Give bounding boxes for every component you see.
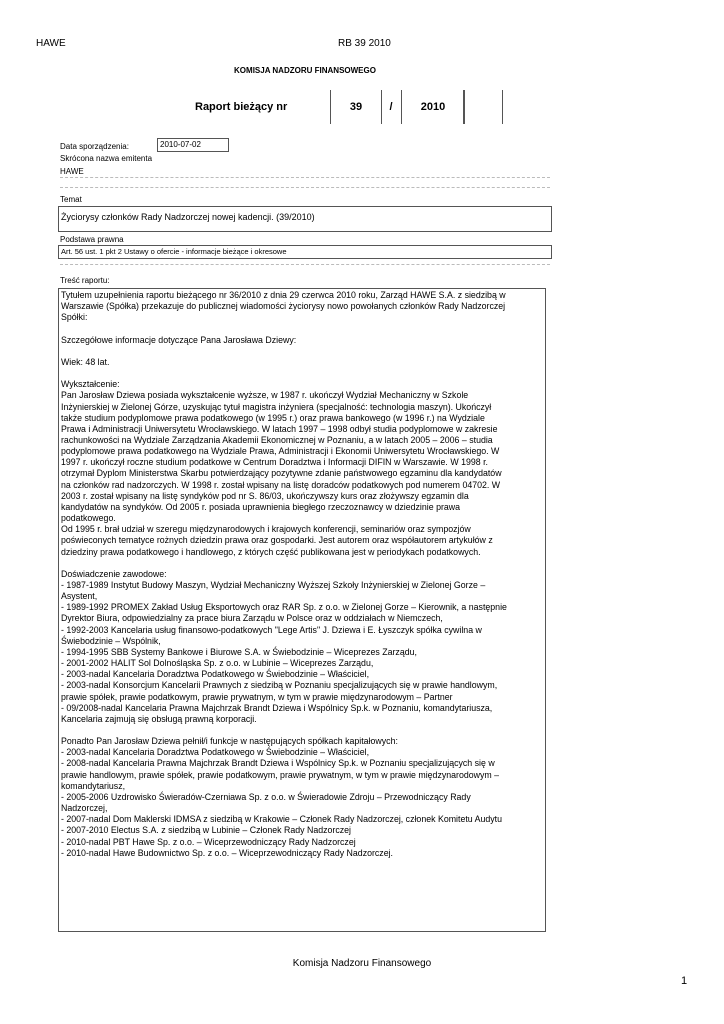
content-line	[61, 558, 543, 569]
content-line	[61, 368, 543, 379]
content-line: także studium podyplomowe prawa podatkowego (w 1995 r.) oraz prawa bankowego (w 1996 r.) na Wydziale	[61, 412, 485, 423]
separator	[60, 187, 550, 188]
content-line: - 2010-nadal Hawe Budownictwo Sp. z o.o. – Wiceprzewodniczący Rady Nadzorczej.	[61, 847, 393, 858]
content-line: Wykształcenie:	[61, 379, 120, 390]
subject-field: Życiorysy członków Rady Nadzorczej nowej kadencji. (39/2010)	[58, 206, 552, 232]
header-issuer: HAWE	[36, 38, 66, 49]
footer-text: Komisja Nadzoru Finansowego	[292, 958, 432, 969]
content-line: Dyrektor Biura, odpowiedzialny za prace biura Zarządu w Polsce oraz w oddziałach w Niemczech,	[61, 613, 443, 624]
report-content	[58, 288, 546, 932]
content-line: - 2003-nadal Kancelaria Doradztwa Podatkowego w Świebodzinie – Właściciel,	[61, 669, 370, 680]
content-line: Świebodzinie – Wspólnik,	[61, 635, 161, 646]
legal-basis-field: Art. 56 ust. 1 pkt 2 Ustawy o ofercie - informacje bieżące i okresowe	[58, 245, 552, 259]
content-line: Ponadto Pan Jarosław Dziewa pełnił/i funkcje w następujących spółkach kapitałowych:	[61, 736, 398, 747]
report-number-box: 39	[330, 90, 382, 124]
content-line: - 2005-2006 Uzdrowisko Świeradów-Czerniawa Sp. z o.o. w Świeradowie Zdroju – Przewodniczący Rady	[61, 791, 471, 802]
content-line: rachunkowości na Wydziale Zarządzania Akademii Ekonomicznej w Poznaniu, a w latach 2005 – 2006 – studia	[61, 434, 493, 445]
content-line: - 1987-1989 Instytut Budowy Maszyn, Wydział Mechaniczny Wyższej Szkoły Inżynierskiej w Zielonej Gorze –	[61, 580, 486, 590]
content-line: Szczegółowe informacje dotyczące Pana Jarosława Dziewy:	[61, 334, 297, 345]
report-number-slash: /	[389, 101, 393, 113]
content-line: - 2008-nadal Kancelaria Prawna Majchrzak Brandt Dziewa i Wspólnicy Sp.k. w Poznaniu specjalizujących się w	[61, 758, 495, 769]
content-line: podatkowego.	[61, 513, 116, 524]
content-line: Doświadczenie zawodowe:	[61, 568, 167, 579]
page-number: 1	[681, 975, 688, 987]
commission-name: KOMISJA NADZORU FINANSOWEGO	[234, 66, 376, 75]
short-name-label: Skrócona nazwa emitenta	[60, 154, 153, 163]
content-line: - 1992-2003 Kancelaria usług finansowo-podatkowych "Lege Artis" J. Dziewa i E. Łyszczyk spółka cywilna w	[61, 624, 482, 635]
content-line: Pan Jarosław Dziewa posiada wykształcenie wyższe, w 1987 r. ukończył Wydział Mechaniczny w Szkole	[61, 390, 469, 401]
content-line: - 2007-nadal Dom Maklerski IDMSA z siedzibą w Krakowie – Członek Rady Nadzorczej, członek Komitetu Audytu	[61, 814, 503, 825]
content-line: - 1994-1995 SBB Systemy Bankowe i Biurowe S.A. w Świebodzinie – Wiceprezes Zarządu,	[61, 646, 417, 657]
content-line: Prawa i Administracji Uniwersytetu Wrocławskiego. W latach 1997 – 1998 odbył studia podyplomowe w zakresie	[61, 423, 498, 434]
content-label: Treść raportu:	[60, 276, 110, 285]
header-report-code: RB 39 2010	[338, 38, 391, 49]
content-line: komandytariusz,	[61, 780, 126, 791]
content-line	[61, 346, 543, 357]
report-title: Raport bieżący nr	[195, 101, 288, 113]
report-year-box: 2010	[401, 90, 465, 124]
content-line	[61, 323, 543, 334]
content-line: poświeconych tematyce rożnych dziedzin prawa oraz gospodarki. Jest autorem oraz współautorem artykułów z	[61, 535, 493, 546]
content-line: dziedziny prawa podatkowego i handlowego, z których część publikowana jest w periodykach podatkowych.	[61, 546, 481, 557]
content-line: Od 1995 r. brał udział w szeregu międzynarodowych i krajowych konferencji, seminariów oraz sympozjów	[61, 524, 471, 535]
separator	[60, 177, 550, 178]
content-line: na członków rad nadzorczych. W 1998 r. został wpisany na listę doradców podatkowych pod numerem 04702. W	[61, 479, 501, 490]
content-line: - 2003-nadal Kancelaria Doradztwa Podatkowego w Świebodzinie – Właściciel,	[61, 747, 370, 758]
content-line: Kancelaria zajmują się obsługą prawną korporacji.	[61, 713, 257, 724]
legal-basis-label: Podstawa prawna	[60, 235, 124, 244]
content-line: otrzymał Dyplom Ministerstwa Skarbu potwierdzający pozytywne zdanie państwowego egzaminu dla kandydatów	[61, 468, 502, 479]
short-name-value: HAWE	[60, 167, 84, 176]
content-line: Wiek: 48 lat.	[61, 356, 110, 367]
content-line: Spółki:	[61, 312, 88, 323]
content-line: Asystent,	[61, 591, 98, 602]
date-field: 2010-07-02	[157, 138, 229, 152]
content-line: Nadzorczej,	[61, 803, 108, 814]
content-line: - 2010-nadal PBT Hawe Sp. z o.o. – Wiceprzewodniczący Rady Nadzorczej	[61, 836, 356, 847]
content-line: - 1989-1992 PROMEX Zakład Usług Eksportowych oraz RAR Sp. z o.o. w Zielonej Gorze – Kierownik, a następnie	[61, 602, 507, 613]
content-line: kandydatów na syndyków. Od 2005 r. posiada uprawnienia biegłego rzeczoznawcy w dziedzinie prawa	[61, 501, 461, 512]
content-line: Warszawie (Spółka) przekazuje do publicznej wiadomości życiorysy nowo powołanych członków Rady Nadzorczej	[61, 301, 506, 312]
content-line	[61, 725, 543, 736]
date-label: Data sporządzenia:	[60, 142, 129, 151]
content-line: 1997 r. ukończył roczne studium podatkowe w Centrum Doradztwa i Informacji DIFIN w Warszawie. W 1998 r.	[61, 457, 488, 468]
content-line: 2003 r. został wpisany na listę syndyków pod nr S. 86/03, ukończywszy kurs oraz złożywszy egzamin dla	[61, 490, 469, 501]
report-extra-box	[463, 90, 503, 124]
content-line: prawie handlowym, prawie spółek, prawie podatkowym, prawie prywatnym, w tym w prawie międzynarodowym –	[61, 769, 500, 780]
subject-label: Temat	[60, 195, 82, 204]
content-line: podyplomowe prawa podatkowego na Wydziale Prawa, Administracji i Ekonomii Uniwersytetu Wrocławskiego. W	[61, 446, 500, 457]
content-line: prawie spółek, prawie podatkowym, prawie prywatnym, w tym w prawie międzynarodowym – Partner	[61, 691, 453, 702]
content-line: Tytułem uzupełnienia raportu bieżącego nr 36/2010 z dnia 29 czerwca 2010 roku, Zarząd HAWE S.A. z siedzibą w	[61, 290, 506, 300]
content-line: - 09/2008-nadal Kancelaria Prawna Majchrzak Brandt Dziewa i Wspólnicy Sp.k. w Poznaniu, komandytariusza,	[61, 702, 493, 713]
content-line: Inżynierskiej w Zielonej Górze, uzyskując tytuł magistra inżyniera (specjalność: technologia maszyn). Ukończył	[61, 401, 492, 412]
separator	[60, 264, 550, 265]
content-line: - 2007-2010 Electus S.A. z siedzibą w Lubinie – Członek Rady Nadzorczej	[61, 825, 351, 836]
content-line: - 2003-nadal Konsorcjum Kancelarii Prawnych z siedzibą w Poznaniu specjalizujących się w prawie handlowym,	[61, 680, 498, 691]
content-line: - 2001-2002 HALIT Sol Dolnośląska Sp. z o.o. w Lubinie – Wiceprezes Zarządu,	[61, 658, 374, 669]
